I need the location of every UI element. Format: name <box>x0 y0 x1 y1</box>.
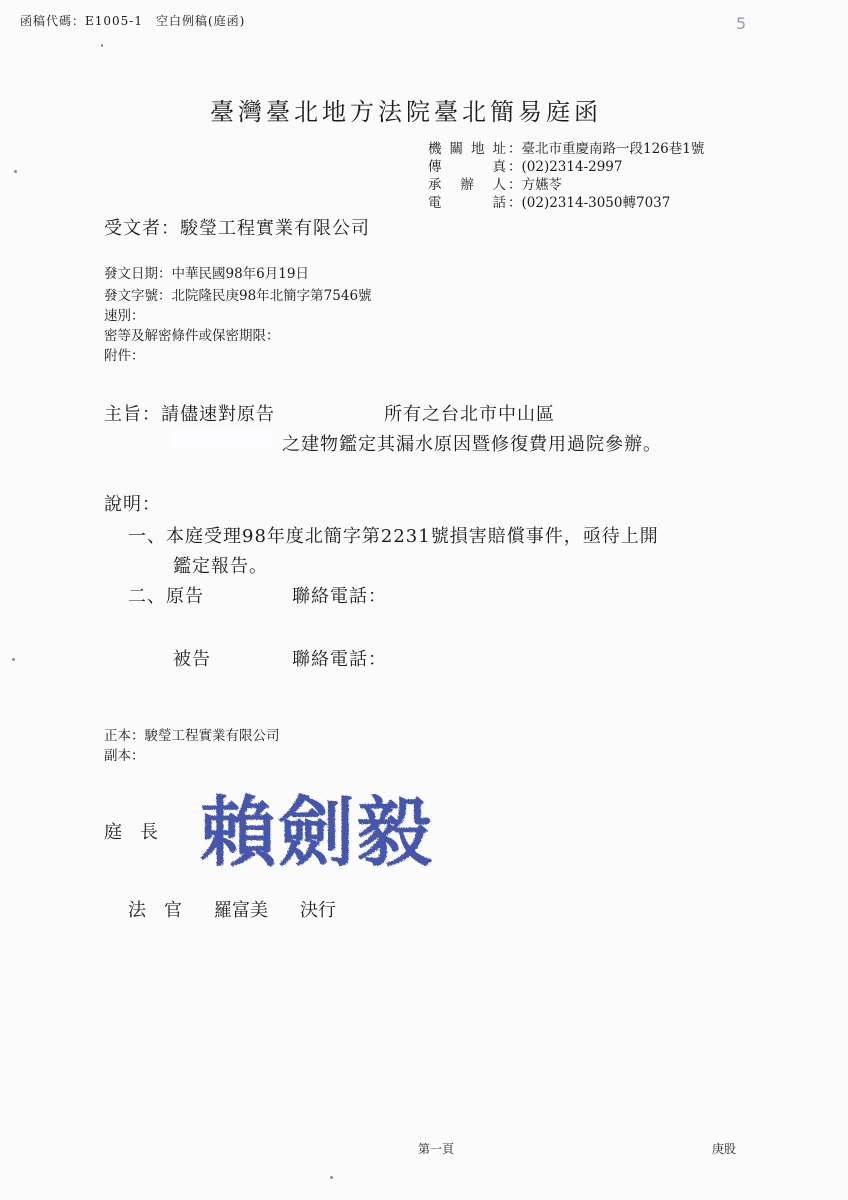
scan-speck <box>14 170 17 173</box>
attachments: 附件： <box>104 348 145 364</box>
judge-label: 法 官 <box>128 900 182 921</box>
explanation-item-1-cont: 鑑定報告。 <box>173 556 268 577</box>
office-handler: 承 辦 人 ：方嬿苓 <box>428 177 562 193</box>
issue-date: 發文日期：中華民國98年6月19日 <box>104 266 309 282</box>
scan-speck <box>101 44 103 47</box>
explanation-item-2: 二、原告 <box>128 586 204 607</box>
delivery-speed: 速別： <box>104 308 145 324</box>
defendant-phone-label: 聯絡電話： <box>292 649 387 670</box>
form-code: 函稿代碼：E1005-1 空白例稿(庭函) <box>20 14 246 28</box>
division-label: 庚股 <box>712 1142 737 1156</box>
recipient: 受文者：駿瑩工程實業有限公司 <box>104 218 370 239</box>
office-handler-label: 承 辦 人 <box>428 177 506 193</box>
judge-name: 羅富美 <box>214 900 268 921</box>
office-phone-value: (02)2314-3050轉7037 <box>521 195 671 211</box>
handwritten-page-mark: 5 <box>736 14 747 33</box>
document-title: 臺灣臺北地方法院臺北簡易庭函 <box>210 98 602 126</box>
office-phone-label: 電 話 <box>428 195 506 211</box>
copy-recipient: 副本： <box>104 748 145 764</box>
office-phone: 電 話 ：(02)2314-3050轉7037 <box>428 195 671 211</box>
chief-judge-seal <box>192 775 442 885</box>
plaintiff-phone-label: 聯絡電話： <box>292 586 387 607</box>
office-handler-value: 方嬿苓 <box>521 177 562 193</box>
seal-text: 賴劍毅 <box>200 788 434 877</box>
office-address-value: 臺北市重慶南路一段126巷1號 <box>521 141 705 157</box>
office-fax: 傳 真 ：(02)2314-2997 <box>428 159 623 175</box>
issue-number: 發文字號：北院隆民庚98年北簡字第7546號 <box>104 288 372 304</box>
secrecy-level: 密等及解密條件或保密期限： <box>104 328 280 344</box>
redaction-block <box>172 430 272 448</box>
decision-mark: 決行 <box>300 900 336 921</box>
defendant-label: 被告 <box>173 649 211 670</box>
office-address-label: 機關地址 <box>428 141 506 157</box>
scan-speck <box>12 658 15 661</box>
scan-speck <box>330 1176 333 1179</box>
subject-line-2: 之建物鑑定其漏水原因暨修復費用過院參辦。 <box>282 434 662 455</box>
page-number: 第一頁 <box>418 1142 455 1156</box>
explanation-item-1: 一、本庭受理98年度北簡字第2231號損害賠償事件，亟待上開 <box>128 526 659 547</box>
chief-judge-label: 庭 長 <box>104 822 158 843</box>
office-fax-value: (02)2314-2997 <box>521 159 623 175</box>
original-recipient: 正本：駿瑩工程實業有限公司 <box>104 728 280 744</box>
subject-line-1a: 主旨：請儘速對原告 <box>104 404 275 425</box>
subject-line-1b: 所有之台北市中山區 <box>384 404 555 425</box>
explanation-heading: 說明： <box>104 494 161 515</box>
office-fax-label: 傳 真 <box>428 159 506 175</box>
office-address: 機關地址 ：臺北市重慶南路一段126巷1號 <box>428 141 705 157</box>
